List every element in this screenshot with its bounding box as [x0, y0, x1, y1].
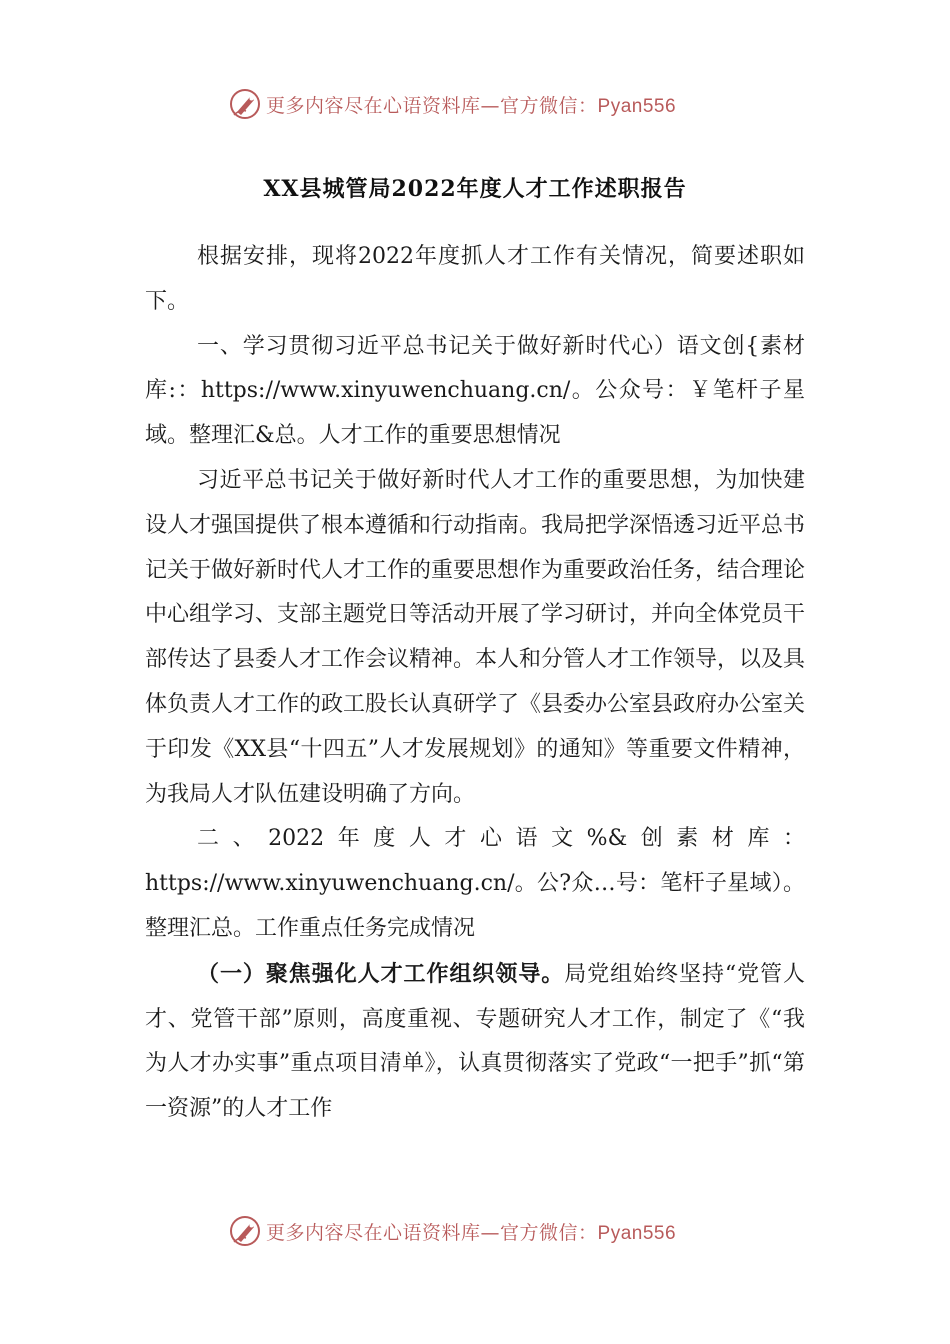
- pen-nib-logo-icon: [228, 1214, 262, 1248]
- document-body: [145, 235, 805, 1132]
- watermark-text: 更多内容尽在心语资料库—官方微信：Pyan556: [266, 94, 677, 117]
- section-heading: 二、2022年度人才心语文%&创素材库：https://www.xinyuwenchuang.cn/。公?众…号：笔杆子星域）。整理汇总。工作重点任务完成情况: [145, 826, 805, 941]
- page-title: XX县城管局2022年度人才工作述职报告: [263, 176, 687, 202]
- watermark-banner-top: [0, 80, 950, 124]
- watermark-text: 更多内容尽在心语资料库—官方微信：Pyan556: [266, 1221, 677, 1244]
- watermark-banner-bottom: [0, 1207, 950, 1251]
- subsection-heading: （一）聚焦强化人才工作组织领导。: [197, 960, 565, 987]
- pen-nib-logo-icon: [228, 87, 262, 121]
- subsection-text: 局党组始终坚持“党管人才、党管干部”原则，高度重视、专题研究人才工作，制定了《“我为人才办实事”重点项目清单》，认真贯彻落实了党政“一把手”抓“第一资源”的人才工作: [145, 961, 805, 1122]
- section-heading: 一、学习贯彻习近平总书记关于做好新时代心）语文创{素材库:：https://www.xinyuwenchuang.cn/。公众号：￥笔杆子星域。整理汇&总。人才工作的重要思想情况: [145, 333, 805, 449]
- paragraph: [145, 952, 805, 1132]
- paragraph: 根据安排，现将2022年度抓人才工作有关情况，简要述职如下。: [145, 244, 805, 314]
- paragraph: 习近平总书记关于做好新时代人才工作的重要思想，为加快建设人才强国提供了根本遵循和行动指南。我局把学深悟透习近平总书记关于做好新时代人才工作的重要思想作为重要政治任务，结合理论中心组学习、支部主题党日等活动开展了学习研讨，并向全体党员干部传达了县委人才工作会议精神。本人和分管人才工作领导，以及具体负责人才工作的政工股长认真研学了《县委办公室县政府办公室关于印发《XX县“十四五”人才发展规划》的通知》等重要文件精神，为我局人才队伍建设明确了方向。: [145, 467, 806, 807]
